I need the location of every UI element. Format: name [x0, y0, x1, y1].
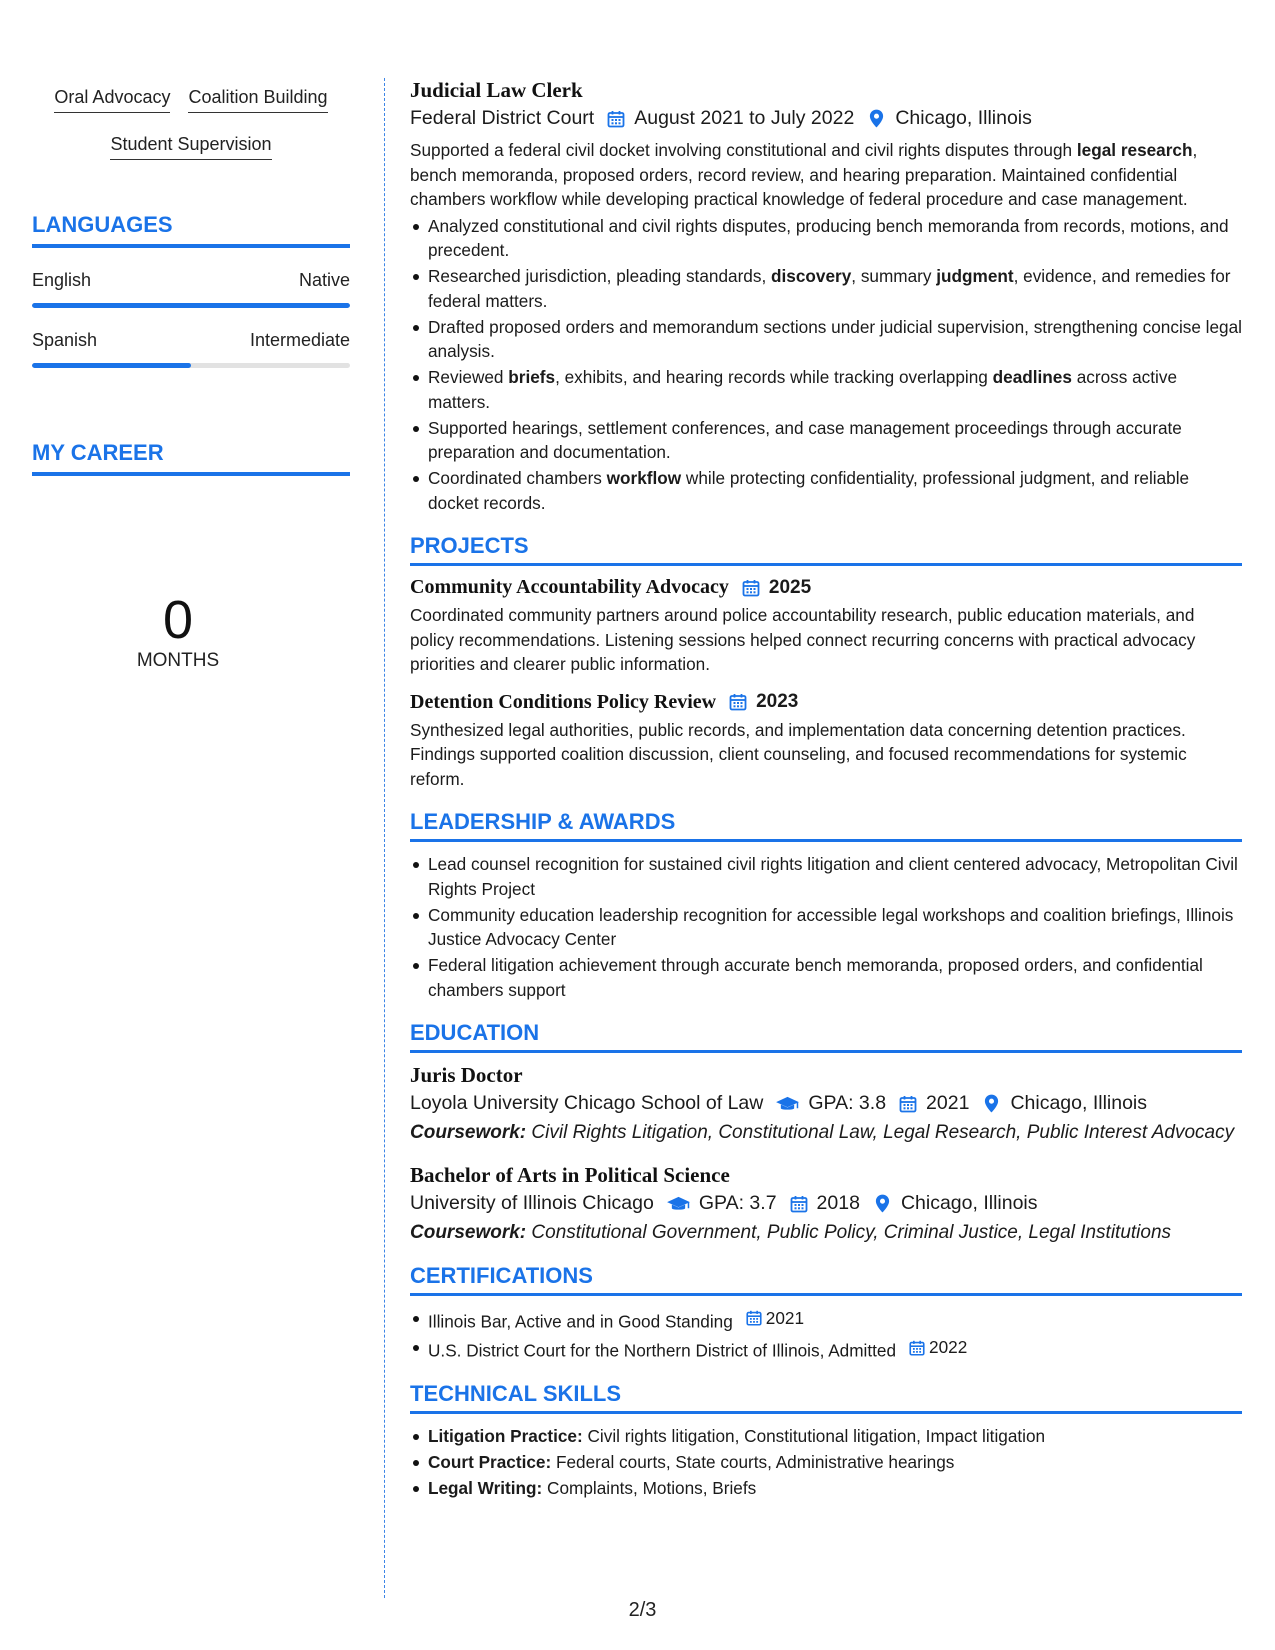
project-entry	[410, 691, 1242, 792]
coursework	[410, 1121, 1242, 1145]
language-level: Intermediate	[249, 330, 350, 350]
job-bullet: Researched jurisdiction, pleading standards, discovery, summary judgment, evidence, and remedies for federal matters.	[410, 264, 1242, 313]
language-row	[32, 330, 350, 351]
skill-tag: Student Supervision	[110, 133, 271, 160]
map-pin-icon	[872, 1193, 893, 1214]
column-divider	[384, 78, 385, 1598]
job-bullet: Supported hearings, settlement conferences, and case management proceedings through accurate preparation and documentation.	[410, 416, 1242, 465]
leadership-item: Federal litigation achievement through accurate bench memoranda, proposed orders, and confidential chambers support	[410, 953, 1242, 1002]
coursework-list: Constitutional Government, Public Policy, Criminal Justice, Legal Institutions	[531, 1222, 1172, 1243]
language-name: English	[32, 270, 92, 290]
calendar-icon	[789, 1194, 809, 1214]
languages-list	[32, 270, 350, 368]
language-bar	[32, 303, 350, 308]
technical-skill-value: Federal courts, State courts, Administrative hearings	[556, 1452, 955, 1472]
education-meta	[410, 1192, 1242, 1215]
certification-name: U.S. District Court for the Northern District of Illinois, Admitted	[428, 1340, 897, 1361]
job-bullet: Analyzed constitutional and civil rights disputes, producing bench memoranda from records, motions, and precedent.	[410, 214, 1242, 263]
project-entry	[410, 576, 1242, 677]
language-item	[32, 270, 350, 308]
projects-section	[410, 533, 1242, 791]
education-entry	[410, 1163, 1242, 1245]
career-heading: MY CAREER	[32, 440, 350, 476]
technical-skill-label: Court Practice:	[428, 1452, 552, 1472]
career-section	[32, 440, 350, 672]
language-item	[32, 330, 350, 368]
leadership-item: Lead counsel recognition for sustained civil rights litigation and client centered advocacy, Metropolitan Civil Rights Project	[410, 852, 1242, 901]
right-column	[410, 78, 1242, 1502]
job-bullet: Reviewed briefs, exhibits, and hearing records while tracking overlapping deadlines across active matters.	[410, 365, 1242, 414]
certification-name: Illinois Bar, Active and in Good Standing	[428, 1311, 733, 1332]
leadership-section	[410, 809, 1242, 1002]
gpa: GPA: 3.7	[698, 1192, 777, 1214]
technical-skill-label: Legal Writing:	[428, 1478, 543, 1498]
education-entry	[410, 1063, 1242, 1145]
certifications-section	[410, 1263, 1242, 1363]
job-title: Judicial Law Clerk	[410, 78, 583, 102]
leadership-list	[410, 852, 1242, 1002]
language-bar-fill	[32, 363, 191, 368]
language-bar	[32, 363, 350, 368]
career-duration	[32, 592, 350, 672]
graduation-year: 2018	[816, 1192, 860, 1214]
skill-tags	[32, 86, 350, 160]
gpa: GPA: 3.8	[808, 1092, 887, 1114]
project-description: Coordinated community partners around police accountability research, public education materials, and policy recommendations. Listening sessions helped connect recurring concerns with practical advocacy priorities and clearer public information.	[410, 605, 1196, 674]
coursework-label: Coursework:	[410, 1222, 527, 1243]
language-bar-fill	[32, 303, 350, 308]
degree-title: Bachelor of Arts in Political Science	[410, 1163, 730, 1187]
page-number: 2/3	[628, 1599, 657, 1621]
technical-skill-label: Litigation Practice:	[428, 1426, 583, 1446]
education-heading: EDUCATION	[410, 1020, 1242, 1053]
education-meta	[410, 1092, 1242, 1115]
certifications-list	[410, 1306, 1242, 1363]
technical-skills-heading: TECHNICAL SKILLS	[410, 1381, 1242, 1414]
project-title: Community Accountability Advocacy	[410, 576, 729, 598]
school-name: Loyola University Chicago School of Law	[410, 1092, 764, 1114]
certification-item	[410, 1335, 1242, 1363]
project-description: Synthesized legal authorities, public records, and implementation data concerning detention practices. Findings supported coalition discussion, client counseling, and focused recommendations for systemic reform.	[410, 719, 1187, 789]
certification-year: 2021	[765, 1308, 805, 1328]
technical-skill-item	[410, 1450, 1242, 1475]
project-year: 2023	[756, 691, 799, 712]
technical-skills-list	[410, 1424, 1242, 1501]
leadership-heading: LEADERSHIP & AWARDS	[410, 809, 1242, 842]
job-bullet: Coordinated chambers workflow while protecting confidentiality, professional judgment, and reliable docket records.	[410, 466, 1242, 515]
calendar-icon	[745, 1309, 763, 1327]
coursework-label: Coursework:	[410, 1122, 527, 1143]
certification-date	[745, 1306, 804, 1331]
school-location: Chicago, Illinois	[900, 1192, 1038, 1214]
project-header	[410, 691, 1242, 714]
experience-entry	[410, 78, 1242, 515]
calendar-icon	[898, 1094, 918, 1114]
project-header	[410, 576, 1242, 599]
leadership-item: Community education leadership recognition for accessible legal workshops and coalition briefings, Illinois Justice Advocacy Center	[410, 903, 1242, 952]
projects-list	[410, 576, 1242, 791]
language-level: Native	[298, 270, 350, 290]
education-list	[410, 1063, 1242, 1245]
job-bullet: Drafted proposed orders and memorandum sections under judicial supervision, strengthening concise legal analysis.	[410, 315, 1242, 364]
coursework	[410, 1221, 1242, 1245]
career-value: 0	[162, 590, 194, 650]
language-row	[32, 270, 350, 291]
certifications-heading: CERTIFICATIONS	[410, 1263, 1242, 1296]
calendar-icon	[741, 578, 761, 598]
technical-skill-value: Complaints, Motions, Briefs	[547, 1478, 757, 1498]
job-bullets	[410, 214, 1242, 516]
language-name: Spanish	[32, 330, 98, 350]
skill-tag: Coalition Building	[188, 86, 327, 113]
school-location: Chicago, Illinois	[1010, 1092, 1148, 1114]
calendar-icon	[908, 1339, 926, 1357]
job-dates: August 2021 to July 2022	[634, 107, 855, 129]
job-summary: Supported a federal civil docket involving constitutional and civil rights disputes through legal research, bench memoranda, proposed orders, record review, and hearing preparation. Maintained confidential chambers workflow while developing practical knowledge of federal procedure and case management.	[410, 140, 1198, 209]
map-pin-icon	[866, 108, 887, 129]
certification-item	[410, 1306, 1242, 1334]
technical-skill-item	[410, 1476, 1242, 1501]
job-organization: Federal District Court	[410, 107, 595, 129]
certification-date	[908, 1335, 967, 1360]
languages-section	[32, 212, 350, 368]
technical-skill-value: Civil rights litigation, Constitutional litigation, Impact litigation	[587, 1426, 1046, 1446]
graduation-year: 2021	[926, 1092, 970, 1114]
graduation-cap-icon	[775, 1094, 800, 1113]
education-section	[410, 1020, 1242, 1245]
left-column	[32, 86, 350, 672]
degree-title: Juris Doctor	[410, 1063, 523, 1087]
project-year: 2025	[768, 576, 812, 598]
coursework-list: Civil Rights Litigation, Constitutional Law, Legal Research, Public Interest Advocacy	[531, 1122, 1235, 1143]
job-meta	[410, 107, 1242, 130]
calendar-icon	[728, 692, 748, 712]
graduation-cap-icon	[666, 1194, 691, 1213]
certification-year: 2022	[929, 1337, 968, 1358]
technical-skill-item	[410, 1424, 1242, 1449]
technical-skills-section	[410, 1381, 1242, 1501]
skill-tag: Oral Advocacy	[54, 86, 170, 113]
career-unit: MONTHS	[136, 650, 220, 671]
map-pin-icon	[981, 1093, 1002, 1114]
school-name: University of Illinois Chicago	[410, 1192, 654, 1214]
projects-heading: PROJECTS	[410, 533, 1242, 566]
languages-heading: LANGUAGES	[32, 212, 350, 248]
job-location: Chicago, Illinois	[895, 107, 1032, 129]
calendar-icon	[606, 109, 626, 129]
project-title: Detention Conditions Policy Review	[410, 690, 717, 713]
